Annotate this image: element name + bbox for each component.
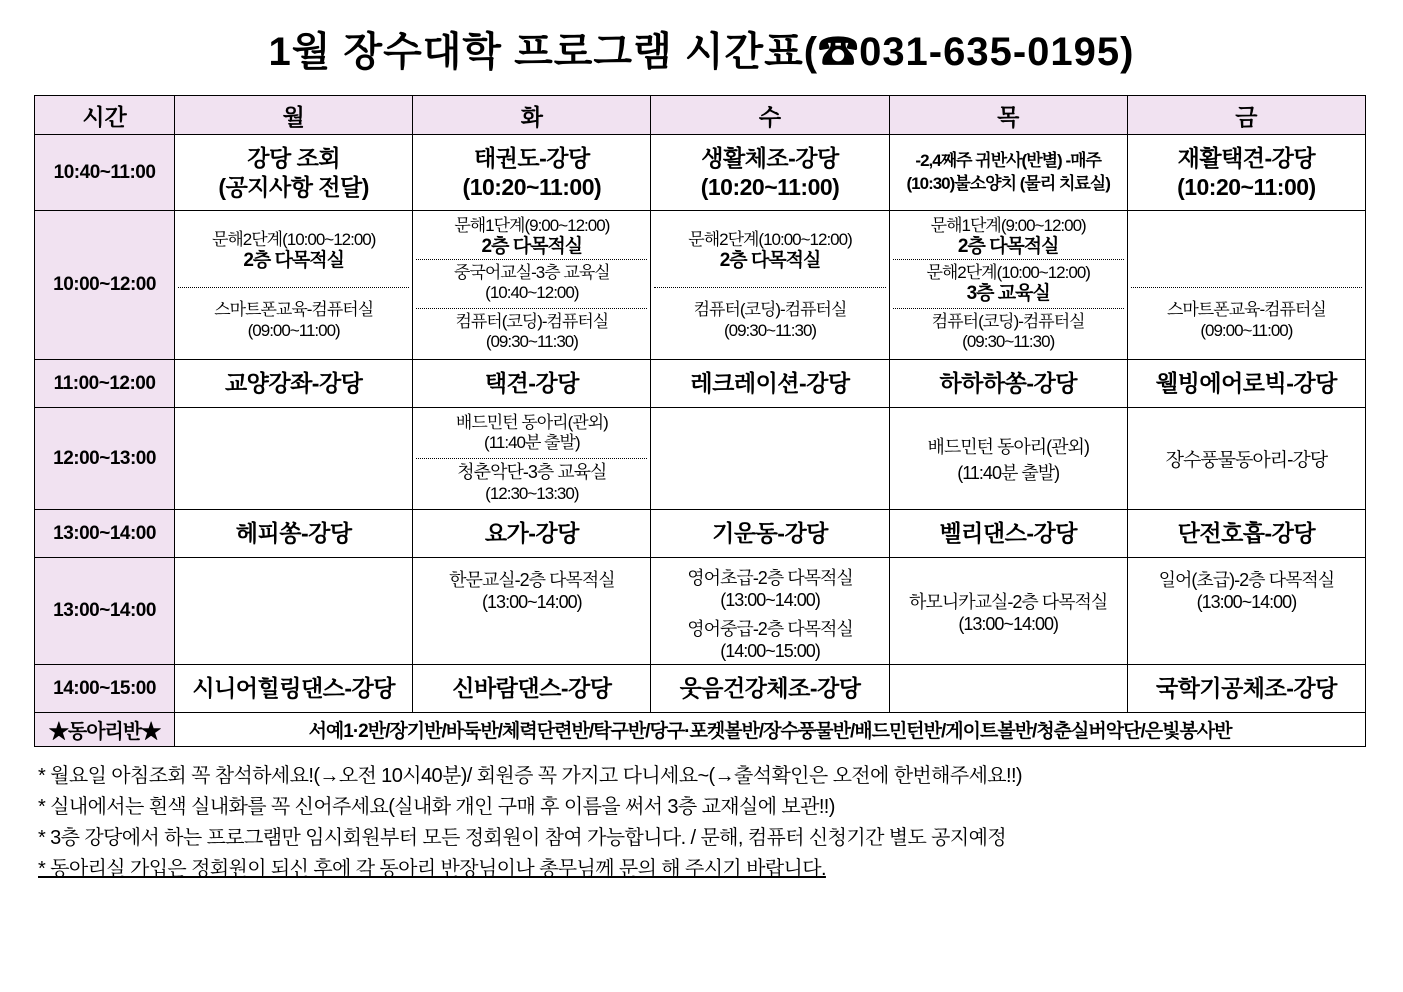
schedule-cell: 택견-강당 [413,360,651,408]
time-label: 10:40~11:00 [35,135,175,211]
entry-room: 2층 다목적실 [719,250,821,272]
schedule-cell [889,211,1127,360]
sub-entry [654,217,885,287]
entry-title: 중국어교실-3층 교육실 [454,263,610,282]
schedule-cell [889,558,1127,665]
schedule-cell: 교양강좌-강당 [175,360,413,408]
schedule-cell [175,135,413,211]
time-label: 10:00~12:00 [35,211,175,360]
entry-time: (09:00~11:00) [1200,320,1293,340]
sub-entry [893,308,1124,357]
entry-title: 문해2단계(10:00~12:00) [211,229,376,249]
entry-title: 영어중급-2층 다목적실 [687,619,853,639]
entry-title: 문해1단계(9:00~12:00) [930,216,1086,235]
schedule-cell-empty [651,408,889,510]
entry-title: 하모니카교실-2층 다목적실 [909,591,1108,612]
entry-room: 3층 교육실 [966,283,1050,305]
schedule-cell: 하하하쏭-강당 [889,360,1127,408]
entry-time: (09:30~11:30) [485,332,578,352]
schedule-cell: 벨리댄스-강당 [889,510,1127,558]
note-line: * 월요일 아침조회 꼭 참석하세요!(→오전 10시40분)/ 회원증 꼭 가지고 다니세요~(→출석확인은 오전에 한번해주세요!!) [38,765,1022,787]
table-row [35,558,1366,665]
entry-title: 컴퓨터(코딩)-컴퓨터실 [693,300,847,320]
schedule-cell [175,211,413,360]
column-header-thu: 목 [889,96,1127,135]
cell-line: -매주(10:30)불소양치 [906,151,1101,193]
club-row-list: 서예1·2반/장기반/바둑반/체력단련반/탁구반/당구·포켓볼반/장수풍물반/배드민턴반/게이트볼반/청춘실버악단/은빛봉사반 [175,713,1366,747]
column-header-time: 시간 [35,96,175,135]
cell-line: 재활택견-강당 [1177,145,1316,172]
schedule-cell [413,211,651,360]
schedule-cell-empty [175,408,413,510]
schedule-cell [889,408,1127,510]
entry-title: 일어(초급)-2층 다목적실 [1158,570,1335,590]
entry-time: (09:30~11:30) [723,320,817,340]
schedule-cell: 신바람댄스-강당 [413,665,651,713]
schedule-cell [651,211,889,360]
sub-entry [416,458,647,507]
sub-entry-empty [1131,217,1362,287]
sub-entry [416,259,647,308]
entry-time: (09:00~11:00) [247,320,340,340]
schedule-cell [1127,135,1365,211]
entry-title: 컴퓨터(코딩)-컴퓨터실 [455,312,609,331]
entry-time: (11:40분 출발) [957,462,1060,483]
schedule-table [34,95,1366,747]
entry-title: 영어초급-2층 다목적실 [687,568,853,588]
table-header [35,96,1366,135]
table-body [35,135,1366,747]
table-row [35,665,1366,713]
schedule-cell [1127,408,1365,510]
cell-line: 강당 조회 [247,145,341,172]
column-header-wed: 수 [651,96,889,135]
schedule-cell-empty [175,558,413,665]
cell-line: 태권도-강당 [473,145,590,172]
schedule-cell [413,408,651,510]
cell-line: (10:20~11:00) [700,173,840,200]
club-row [35,713,1366,747]
sub-entry [178,287,409,354]
cell-line: -2,4째주 귀반사(반별) [915,151,1062,171]
schedule-cell [889,135,1127,211]
table-row [35,211,1366,360]
entry-time: (11:40분 출발) [484,433,580,453]
schedule-cell: 헤피쏭-강당 [175,510,413,558]
schedule-cell: 웃음건강체조-강당 [651,665,889,713]
cell-line: 생활체조-강당 [701,145,839,172]
entry-room: 2층 다목적실 [481,236,583,258]
cell-line: (10:20~11:00) [1177,173,1316,200]
entry-room: 2층 다목적실 [957,236,1059,258]
entry-time: (13:00~14:00) [1196,592,1297,612]
column-header-fri: 금 [1127,96,1365,135]
cell-line: (물리 치료실) [1019,173,1110,193]
time-label: 13:00~14:00 [35,510,175,558]
schedule-cell [1127,558,1365,665]
schedule-cell [651,135,889,211]
table-header-row [35,96,1366,135]
column-header-tue: 화 [413,96,651,135]
time-label: 14:00~15:00 [35,665,175,713]
sub-entry [416,410,647,458]
club-row-label: ★동아리반★ [35,713,175,747]
sub-entry [416,213,647,259]
note-line: * 3층 강당에서 하는 프로그램만 임시회원부터 모든 정회원이 참여 가능합니다. / 문해, 컴퓨터 신청기간 별도 공지예정 [38,827,1007,849]
schedule-cell: 단전호흡-강당 [1127,510,1365,558]
note-line: * 실내에서는 흰색 실내화를 꼭 신어주세요(실내화 개인 구매 후 이름을 써서 3층 교재실에 보관!!) [38,796,835,818]
time-label: 11:00~12:00 [35,360,175,408]
schedule-cell: 국학기공체조-강당 [1127,665,1365,713]
entry-title: 한문교실-2층 다목적실 [449,570,615,590]
entry-time: (09:30~11:30) [962,332,1055,352]
note-line [38,854,1369,885]
table-row [35,510,1366,558]
entry-room: 2층 다목적실 [243,250,344,272]
table-row [35,135,1366,211]
entry-time: (12:30~13:30) [485,483,579,503]
entry-title: 배드민턴 동아리(관외) [455,413,608,432]
entry-time: (13:00~14:00) [482,592,582,612]
entry-title: 문해2단계(10:00~12:00) [926,263,1090,282]
sub-entry [893,213,1124,259]
cell-line: (10:20~11:00) [462,173,602,200]
table-row [35,408,1366,510]
schedule-cell [651,558,889,665]
entry-time: (13:00~14:00) [958,613,1058,634]
page-title: 1월 장수대학 프로그램 시간표(☎031-635-0195) [268,30,1135,74]
entry-title: 문해1단계(9:00~12:00) [454,216,610,235]
entry-title: 스마트폰교육-컴퓨터실 [1166,300,1326,320]
schedule-cell [1127,211,1365,360]
sub-entry [416,308,647,357]
column-header-mon: 월 [175,96,413,135]
schedule-cell-empty [889,665,1127,713]
sub-entry [654,287,885,354]
note-underlined-text: * 동아리실 가입은 정회원이 되신 후에 각 동아리 반장님이나 총무님께 문의 해 주시기 바랍니다. [38,858,826,880]
entry-title: 장수풍물동아리-강당 [1165,450,1328,471]
schedule-cell [413,135,651,211]
time-label: 12:00~13:00 [35,408,175,510]
schedule-cell: 레크레이션-강당 [651,360,889,408]
entry-title: 배드민턴 동아리(관외) [927,436,1089,457]
schedule-cell: 웰빙에어로빅-강당 [1127,360,1365,408]
entry-time: (14:00~15:00) [720,641,820,661]
table-row [35,360,1366,408]
entry-title: 청춘악단-3층 교육실 [457,462,607,482]
entry-time: (10:40~12:00) [485,283,579,303]
entry-title: 스마트폰교육-컴퓨터실 [214,300,374,320]
entry-title: 컴퓨터(코딩)-컴퓨터실 [931,312,1085,331]
schedule-cell: 요가-강당 [413,510,651,558]
sub-entry [893,259,1124,308]
notes-section [34,761,1369,885]
schedule-cell: 기운동-강당 [651,510,889,558]
cell-line: (공지사항 전달) [218,173,369,200]
sub-entry [178,217,409,287]
sub-entry [1131,287,1362,354]
entry-time: (13:00~14:00) [720,590,820,610]
schedule-cell [413,558,651,665]
schedule-cell: 시니어힐링댄스-강당 [175,665,413,713]
time-label: 13:00~14:00 [35,558,175,665]
entry-title: 문해2단계(10:00~12:00) [688,229,852,249]
